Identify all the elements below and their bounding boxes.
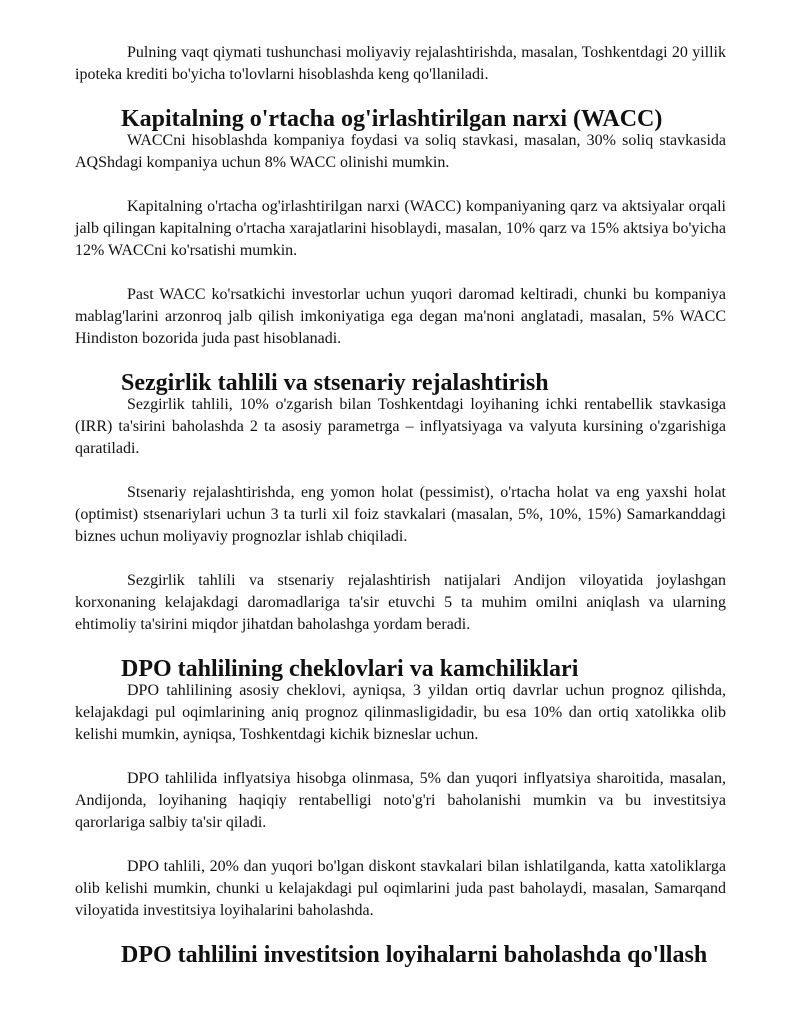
paragraph: Sezgirlik tahlili, 10% o'zgarish bilan Toshkentdagi loyihaning ichki rentabellik stavkasiga (IRR) ta'sirini baholashda 2 ta asosiy parametrga – inflyatsiyaga va valyuta kursining o'zgarishiga qaratiladi. bbox=[75, 396, 726, 457]
section-heading: Sezgirlik tahlili va stsenariy rejalashtirish bbox=[121, 370, 549, 396]
paragraph: Sezgirlik tahlili va stsenariy rejalashtirish natijalari Andijon viloyatida joylashgan korxonaning kelajakdagi daromadlariga ta'sir etuvchi 5 ta muhim omilni aniqlash va ularning ehtimoliy ta'sirini miqdor jihatdan baholashga yordam beradi. bbox=[75, 572, 726, 633]
paragraph: Kapitalning o'rtacha og'irlashtirilgan narxi (WACC) kompaniyaning qarz va aktsiyalar orqali jalb qilingan kapitalning o'rtacha xarajatlarini hisoblaydi, masalan, 10% qarz va 15% aktsiya bo'yicha 12% WACCni ko'rsatishi mumkin. bbox=[75, 198, 726, 259]
section-heading: DPO tahlilining cheklovlari va kamchiliklari bbox=[121, 656, 579, 682]
section-wacc bbox=[75, 108, 726, 350]
section-sensitivity bbox=[75, 372, 726, 636]
section-heading: DPO tahlilini investitsion loyihalarni baholashda qo'llash bbox=[121, 942, 708, 968]
paragraph: DPO tahlilida inflyatsiya hisobga olinmasa, 5% dan yuqori inflyatsiya sharoitida, masalan, Andijonda, loyihaning haqiqiy rentabelligi noto'g'ri baholanishi mumkin va bu investitsiya qarorlariga salbiy ta'sir qiladi. bbox=[75, 770, 726, 831]
section-dpo-application bbox=[75, 944, 726, 966]
paragraph: Past WACC ko'rsatkichi investorlar uchun yuqori daromad keltiradi, chunki bu kompaniya mablag'larini arzonroq jalb qilish imkoniyatiga ega degan ma'noni anglatadi, masalan, 5% WACC Hindiston bozorida juda past hisoblanadi. bbox=[75, 286, 726, 347]
paragraph: DPO tahlilining asosiy cheklovi, ayniqsa, 3 yildan ortiq davrlar uchun prognoz qilishda, kelajakdagi pul oqimlarining aniq prognoz qilinmasligidadir, bu esa 10% dan ortiq xatolikka olib kelishi mumkin, ayniqsa, Toshkentdagi kichik bizneslar uchun. bbox=[75, 682, 726, 743]
paragraph: DPO tahlili, 20% dan yuqori bo'lgan diskont stavkalari bilan ishlatilganda, katta xatoliklarga olib kelishi mumkin, chunki u kelajakdagi pul oqimlarini juda past baholaydi, masalan, Samarqand viloyatida investitsiya loyihalarini baholashda. bbox=[75, 858, 726, 919]
intro-paragraph: Pulning vaqt qiymati tushunchasi moliyaviy rejalashtirishda, masalan, Toshkentdagi 20 yillik ipoteka krediti bo'yicha to'lovlarni hisoblashda keng qo'llaniladi. bbox=[75, 44, 726, 83]
section-dpo-limitations bbox=[75, 658, 726, 922]
document-page bbox=[75, 42, 726, 966]
section-heading: Kapitalning o'rtacha og'irlashtirilgan narxi (WACC) bbox=[121, 106, 663, 132]
paragraph: Stsenariy rejalashtirishda, eng yomon holat (pessimist), o'rtacha holat va eng yaxshi holat (optimist) stsenariylari uchun 3 ta turli xil foiz stavkalari (masalan, 5%, 10%, 15%) Samarkanddagi biznes uchun moliyaviy prognozlar ishlab chiqiladi. bbox=[75, 484, 726, 545]
paragraph: WACCni hisoblashda kompaniya foydasi va soliq stavkasi, masalan, 30% soliq stavkasida AQShdagi kompaniya uchun 8% WACC olinishi mumkin. bbox=[75, 132, 726, 171]
